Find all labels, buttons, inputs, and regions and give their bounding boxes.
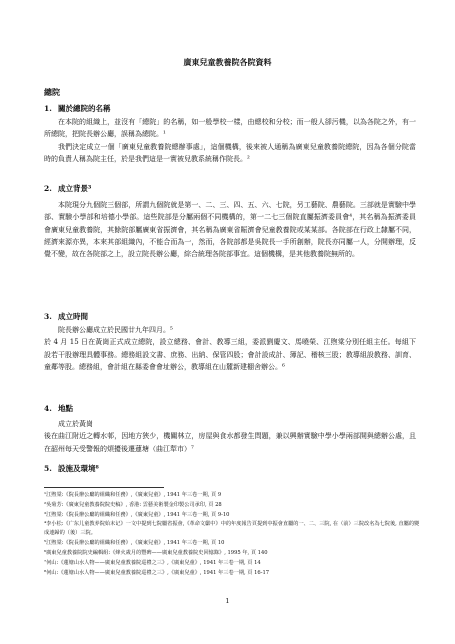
footnotes	[44, 490, 424, 578]
heading-number: 1.	[44, 104, 52, 113]
paragraph: 成立於黃崗	[58, 420, 93, 428]
heading-number: 3.	[44, 312, 52, 321]
footnote-divider	[44, 487, 164, 488]
heading-3	[44, 311, 88, 322]
paragraph: 在本院的組織上，並沒有「總院」的名稱，如一般學校一樣，由總校和分校；而一般人卻污機，以為各院之外，有一所總院，把院長辦公廳，誤稱為總院。¹	[44, 118, 416, 139]
paragraph: 於 4 月 15 日在黃崗正式成立總院，設立總務、會計、教導三組，委派劉慶文、馬曉榮、江煦棠分別任組主任。每組下設若干股辦理具體事務。總務組設文書、庶務、出納、保管四股；會計設成計、簿記、稽核三股；教導組設教務、訓育、童鄰等股。總務組，會計組在縣委會會址辦公，教導組在山麓新建棚舍辦公。⁶	[44, 338, 416, 371]
heading-text: 地點	[58, 404, 73, 413]
section-1-body	[44, 116, 416, 165]
heading-number: 2.	[44, 184, 52, 193]
paragraph: 院長辦公廳成立於民國廿九年四月。⁵	[58, 326, 173, 334]
paragraph: 本院現分九個院三個部，所謂九個院就是第一、二、三、四、五、六、七院，另工藝院、農藝院。三部就是實驗中學部、實驗小學部和培德小學部。這些院部是分屬兩個不同機構的，第一二七三個院直屬振濟委員會⁴，其名稱為振濟委員會廣東兒童教養院，其餘院部屬廣東省振濟會，其名稱為廣東省賑濟會兒童教養院或某某部。各院部在行政上隸屬不同，經濟來源亦異，本來其部組織內，不能合而為一，然而，各院部都是吳院長一手所創辦，院長亦同屬一人，分開辦理，反覺不變，故在各院部之上，設立院長辦公廳，綜合統理各院部事宜。這個機構，是其他教養院無所的。	[44, 201, 416, 259]
heading-number: 5.	[44, 464, 52, 473]
footnote: ⁸何山:《蓮塘山水人物——廣東兒童教養院巡禮之三》,《廣東兒童》, 1941 年三卷一期, 頁 16-17	[44, 570, 270, 576]
heading-2	[44, 183, 91, 194]
footnote: ⁴李小松:《广东儿童教养院始末记》一文中提到七院屬省振會,《革命文獻中》中的年度報告頁提到中振會直屬的一、二、三院, 在（前）三院改名為七院後, 直屬的變成連歸的（後）三院。	[44, 521, 420, 536]
footnote: ⁶廣東兒童教養院院史編輯組:《烽火歲月的豐碑——廣東兒童教養院史回憶錄》, 1995 年, 頁 140	[44, 550, 268, 556]
heading-text: 設施及環境⁸	[58, 464, 99, 473]
paragraph: 我們決定成立一個「廣東兒童教養院總辦事處」，這個機構，後來被人通稱為廣東兒童教養院總院，因為各個分院當時的負責人稱為院主任，於是我們這是一實被兒教系統稱作院長。²	[44, 142, 416, 163]
heading-1	[44, 103, 111, 114]
section-2-body	[44, 199, 416, 260]
heading-4	[44, 403, 73, 414]
footnote: ³江煦棠:《院長辦公廳的組織和任務》,《廣東兒童》, 1941 年三卷一期, 頁 9-10	[44, 512, 230, 518]
section-label: 總院	[44, 87, 60, 97]
footnote: ⁵江煦棠:《院長辦公廳的組織和任務》,《廣東兒童》, 1941 年三卷一期, 頁 10	[44, 540, 225, 546]
heading-text: 關於總院的名稱	[58, 104, 111, 113]
footnote: ⁷何山:《蓮塘山水人物——廣東兒童教養院巡禮之三》,《廣東兒童》, 1941 年三卷一期, 頁 14	[44, 560, 261, 566]
section-3-body	[44, 324, 416, 373]
heading-number: 4.	[44, 404, 52, 413]
document-title: 廣東兒童教養院各院資料	[183, 57, 272, 67]
footnote: ¹江煦棠:《院長辦公廳的組織和任務》,《廣東兒童》, 1941 年三卷一期, 頁 9	[44, 492, 222, 498]
heading-text: 成立背景³	[58, 184, 92, 193]
heading-5	[44, 463, 99, 474]
footnote: ²吳菊芳:《廣東兒童教養院院史稿》, 香港: 雲藝美術製金印製公司承印, 頁 28	[44, 502, 222, 508]
heading-text: 成立時間	[58, 312, 88, 321]
paragraph: 後在曲江附近之轉水邨，因地方狹少，機關林立，房屋與食水都發生問題，兼以興辦實驗中學小學兩部開與總辦公處，且在韶州每天受警報的煩擾後遷蓮塘（曲江犁市）⁷	[44, 432, 416, 453]
page-number: 1	[225, 597, 230, 605]
section-4-body	[44, 418, 416, 455]
